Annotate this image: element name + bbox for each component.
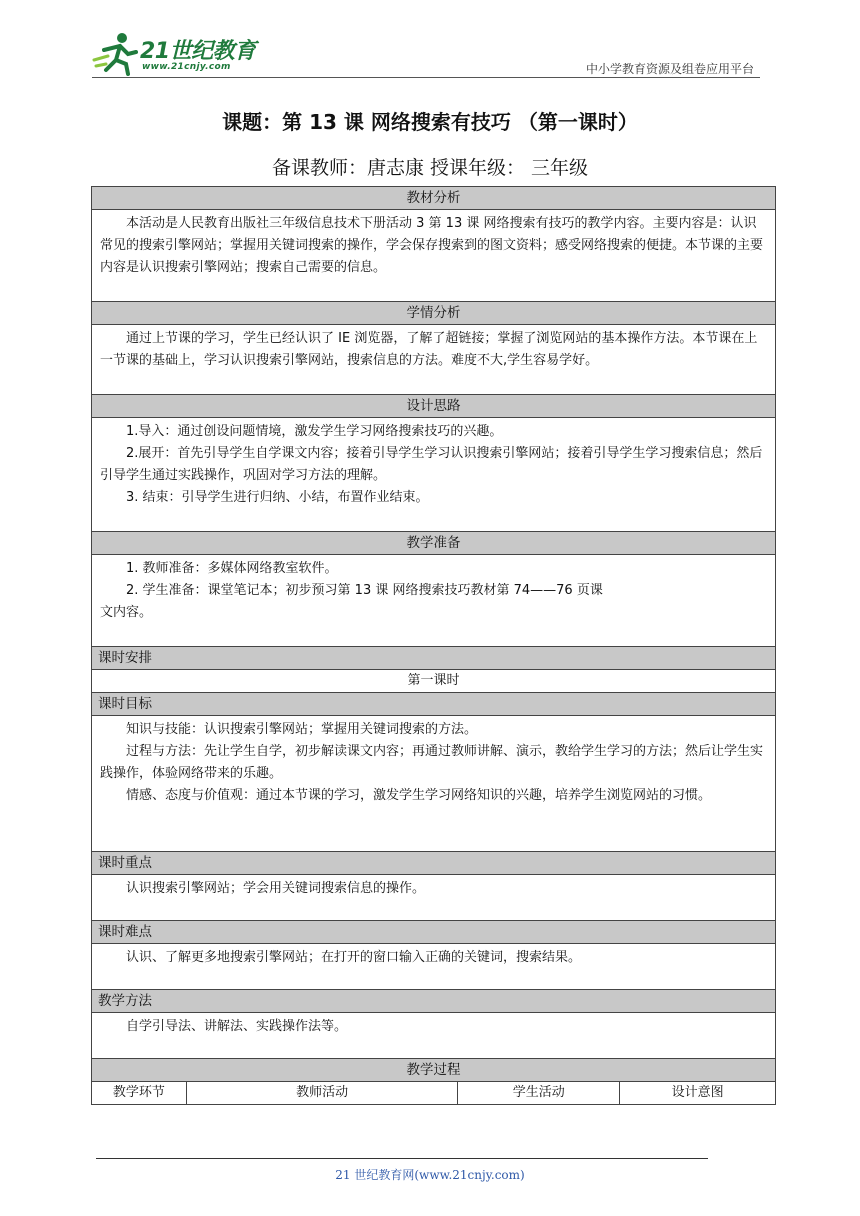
paragraph: 自学引导法、讲解法、实践操作法等。 [126, 1019, 348, 1034]
section-heading-prep: 教学准备 [92, 532, 776, 555]
footer-divider [96, 1158, 708, 1159]
paragraph: 情感、态度与价值观：通过本节课的学习，激发学生学习网络知识的兴趣，培养学生浏览网站的习惯。 [126, 788, 712, 803]
section-content-students [92, 325, 776, 395]
page-title: 课题：第 13 课 网络搜索有技巧 （第一课时） [222, 110, 638, 134]
site-logo[interactable] [92, 30, 262, 76]
paragraph: 文内容。 [100, 605, 153, 620]
paragraph: 2.展开：首先引导学生自学课文内容；接着引导学生学习认识搜索引擎网站；接着引导学生学习搜索信息；然后引导学生通过实践操作，巩固对学习方法的理解。 [100, 446, 763, 483]
column-header: 学生活动 [458, 1082, 620, 1105]
paragraph: 3. 结束：引导学生进行归纳、小结，布置作业结束。 [126, 490, 429, 505]
section-content-method [92, 1013, 776, 1059]
paragraph: 过程与方法：先让学生自学，初步解读课文内容；再通过教师讲解、演示，教给学生学习的方法；然后让学生实践操作，体验网络带来的乐趣。 [100, 744, 764, 781]
paragraph: 认识、了解更多地搜索引擎网站；在打开的窗口输入正确的关键词，搜索结果。 [126, 950, 582, 965]
paragraph: 知识与技能：认识搜索引擎网站；掌握用关键词搜索的方法。 [126, 722, 478, 737]
section-content-key [92, 875, 776, 921]
section-content-difficult [92, 944, 776, 990]
footer-link[interactable]: 21 世纪教育网(www.21cnjy.com) [335, 1168, 525, 1182]
paragraph: 本活动是人民教育出版社三年级信息技术下册活动 3 第 13 课 网络搜索有技巧的教学内容。主要内容是：认识常见的搜索引擎网站；掌握用关键词搜索的操作，学会保存搜索到的图文资料；感受网络搜索的便捷。本节课的主要内容是认识搜索引擎网站；搜索自己需要的信息。 [100, 216, 764, 275]
section-content-goals [92, 716, 776, 852]
column-header: 教学环节 [92, 1082, 187, 1105]
section-heading-material: 教材分析 [92, 187, 776, 210]
runner-icon [92, 30, 140, 76]
logo-text: 21世纪教育 [140, 39, 256, 64]
section-heading-goals: 课时目标 [92, 693, 776, 716]
section-heading-students: 学情分析 [92, 302, 776, 325]
section-heading-design: 设计思路 [92, 395, 776, 418]
section-content-prep [92, 555, 776, 647]
section-content-material [92, 210, 776, 302]
schedule-value: 第一课时 [92, 670, 776, 693]
paragraph: 认识搜索引擎网站；学会用关键词搜索信息的操作。 [126, 881, 426, 896]
section-heading-difficult: 课时难点 [92, 921, 776, 944]
page-header [92, 30, 760, 80]
paragraph: 1.导入：通过创设问题情境，激发学生学习网络搜索技巧的兴趣。 [126, 424, 503, 439]
process-column-headers [92, 1082, 776, 1105]
lesson-plan-table [91, 186, 776, 1105]
header-divider [92, 77, 760, 78]
column-header: 设计意图 [620, 1082, 776, 1105]
section-heading-schedule: 课时安排 [92, 647, 776, 670]
paragraph: 通过上节课的学习，学生已经认识了 IE 浏览器，了解了超链接；掌握了浏览网站的基本操作方法。本节课在上一节课的基础上，学习认识搜索引擎网站，搜索信息的方法。难度不大,学生容易学好。 [100, 331, 758, 368]
section-heading-method: 教学方法 [92, 990, 776, 1013]
section-heading-process: 教学过程 [92, 1059, 776, 1082]
paragraph: 2. 学生准备：课堂笔记本；初步预习第 13 课 网络搜索技巧教材第 74——76 页课 [126, 583, 603, 598]
paragraph: 1. 教师准备：多媒体网络教室软件。 [126, 561, 338, 576]
column-header: 教师活动 [186, 1082, 458, 1105]
section-heading-key: 课时重点 [92, 852, 776, 875]
teacher-grade-line: 备课教师：唐志康 授课年级： 三年级 [271, 157, 589, 179]
section-content-design [92, 418, 776, 532]
platform-name: 中小学教育资源及组卷应用平台 [585, 62, 754, 76]
logo-url: www.21cnjy.com [142, 62, 231, 72]
